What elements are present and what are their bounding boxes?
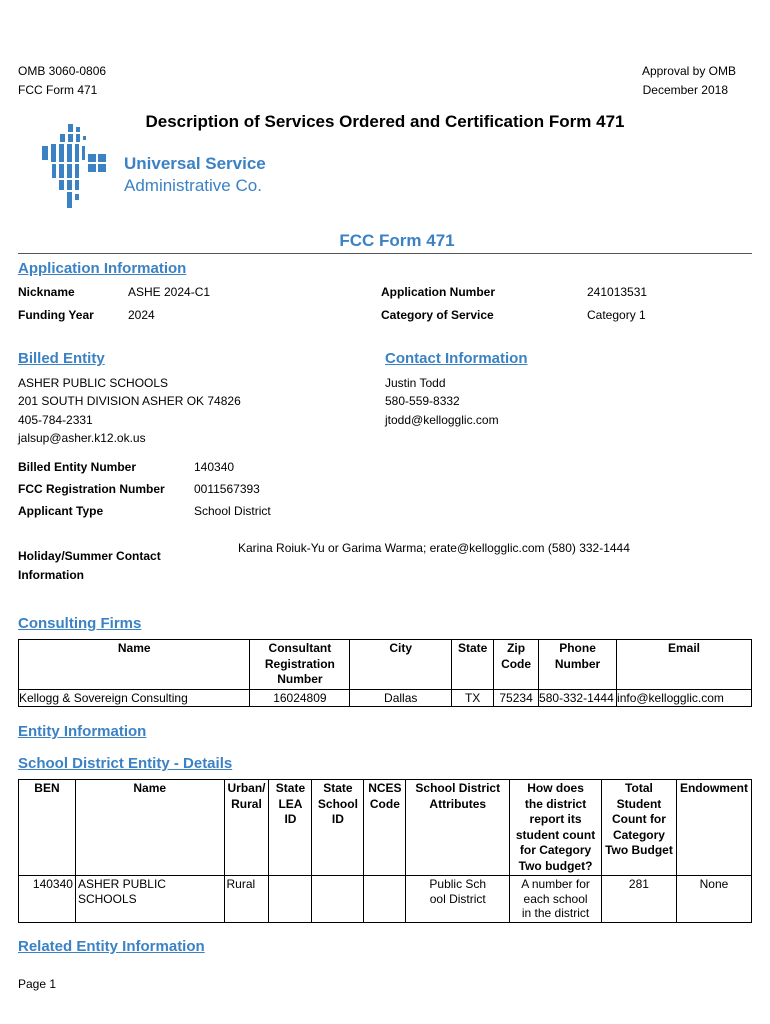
col-state-school-id: State School ID — [312, 780, 364, 876]
funding-year-label: Funding Year — [18, 308, 94, 322]
fcc-registration-label: FCC Registration Number — [18, 482, 165, 496]
cell-registration-number: 16024809 — [250, 689, 350, 707]
consulting-firms-title: Consulting Firms — [18, 615, 142, 632]
application-number-value: 241013531 — [587, 285, 648, 299]
cell-nces-code — [364, 876, 406, 923]
contact-info-title: Contact Information — [385, 350, 528, 367]
holiday-contact-value: Karina Roiuk-Yu or Garima Warma; erate@kellogglic.com (580) 332-1444 — [238, 541, 630, 555]
billed-entity-phone: 405-784-2331 — [18, 413, 93, 427]
cell-state-lea-id — [269, 876, 312, 923]
category-value: Category 1 — [587, 308, 646, 322]
nickname-label: Nickname — [18, 285, 75, 299]
cell-urban-rural: Rural — [224, 876, 269, 923]
col-consultant-registration: Consultant Registration Number — [250, 640, 350, 690]
cell-zip: 75234 — [494, 689, 539, 707]
cell-firm-name: Kellogg & Sovereign Consulting — [19, 689, 250, 707]
table-header-row — [19, 640, 752, 690]
page-number: Page 1 — [18, 977, 57, 991]
cell-email: info@kellogglic.com — [617, 689, 752, 707]
col-zip: Zip Code — [494, 640, 539, 690]
cell-entity-name: ASHER PUBLIC SCHOOLS — [75, 876, 224, 923]
funding-year-value: 2024 — [128, 308, 155, 322]
page-title: Description of Services Ordered and Certification Form 471 — [145, 112, 625, 131]
form-number: FCC Form 471 — [18, 83, 98, 97]
cell-state-school-id — [312, 876, 364, 923]
cell-city: Dallas — [350, 689, 452, 707]
holiday-contact-label-2: Information — [18, 568, 84, 582]
contact-email: jtodd@kellogglic.com — [385, 413, 499, 427]
school-district-table — [18, 779, 752, 923]
col-state: State — [452, 640, 494, 690]
contact-phone: 580-559-8332 — [385, 394, 460, 408]
col-city: City — [350, 640, 452, 690]
table-header-row — [19, 780, 752, 876]
col-ben: BEN — [19, 780, 76, 876]
col-name: Name — [75, 780, 224, 876]
entity-info-title: Entity Information — [18, 723, 147, 740]
category-label: Category of Service — [381, 308, 494, 322]
applicant-type-label: Applicant Type — [18, 504, 104, 518]
omb-number: OMB 3060-0806 — [18, 64, 107, 78]
fcc-registration-value: 0011567393 — [194, 482, 260, 496]
col-phone: Phone Number — [539, 640, 617, 690]
cell-district-attributes: Public Sch ool District — [406, 876, 510, 923]
nickname-value: ASHE 2024-C1 — [128, 285, 211, 299]
billed-entity-title: Billed Entity — [18, 350, 105, 367]
form-heading: FCC Form 471 — [339, 231, 455, 250]
cell-student-count-method: A number for each school in the district — [510, 876, 602, 923]
related-entity-title: Related Entity Information — [18, 938, 205, 955]
col-state-lea-id: State LEA ID — [269, 780, 312, 876]
col-student-count-method: How does the district report its student count for Category Two budget? — [510, 780, 602, 876]
school-district-details-title: School District Entity - Details — [18, 755, 233, 772]
billed-entity-address: 201 SOUTH DIVISION ASHER OK 74826 — [18, 394, 241, 408]
col-endowment: Endowment — [676, 780, 751, 876]
application-info-title: Application Information — [18, 260, 187, 277]
billed-entity-name: ASHER PUBLIC SCHOOLS — [18, 376, 169, 390]
table-row — [19, 689, 752, 707]
holiday-contact-label-1: Holiday/Summer Contact — [18, 549, 161, 563]
col-nces-code: NCES Code — [364, 780, 406, 876]
cell-state: TX — [452, 689, 494, 707]
col-urban-rural: Urban/ Rural — [224, 780, 269, 876]
usac-logo-icon — [40, 124, 110, 212]
col-name: Name — [19, 640, 250, 690]
applicant-type-value: School District — [194, 504, 271, 518]
application-number-label: Application Number — [381, 285, 496, 299]
consulting-firms-table — [18, 639, 752, 707]
cell-endowment: None — [676, 876, 751, 923]
logo-line-2: Administrative Co. — [124, 176, 262, 195]
cell-ben: 140340 — [19, 876, 76, 923]
ben-value: 140340 — [194, 460, 235, 474]
logo-line-1: Universal Service — [124, 154, 266, 173]
contact-name: Justin Todd — [385, 376, 446, 390]
table-row — [19, 876, 752, 923]
form-date: December 2018 — [642, 83, 728, 97]
cell-total-student-count: 281 — [601, 876, 676, 923]
col-district-attributes: School District Attributes — [406, 780, 510, 876]
omb-approval: Approval by OMB — [641, 64, 736, 78]
col-email: Email — [617, 640, 752, 690]
ben-label: Billed Entity Number — [18, 460, 137, 474]
cell-phone: 580-332-1444 — [539, 689, 617, 707]
heading-divider — [18, 253, 752, 254]
billed-entity-email: jalsup@asher.k12.ok.us — [18, 431, 146, 445]
col-total-student-count: Total Student Count for Category Two Budget — [601, 780, 676, 876]
